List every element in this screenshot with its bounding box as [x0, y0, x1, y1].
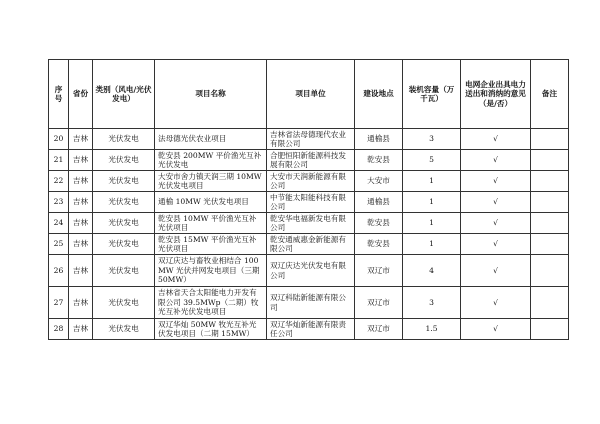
- header-project-name: 项目名称: [155, 60, 267, 129]
- cell-remark: [531, 171, 569, 192]
- cell-project-name: 乾安县 200MW 平价渔光互补光伏发电: [155, 150, 267, 171]
- cell-location: 双辽市: [355, 319, 403, 340]
- cell-remark: [531, 150, 569, 171]
- cell-remark: [531, 234, 569, 255]
- cell-capacity: 1: [403, 171, 461, 192]
- cell-capacity: 1: [403, 192, 461, 213]
- cell-remark: [531, 192, 569, 213]
- cell-province: 吉林: [69, 319, 93, 340]
- cell-province: 吉林: [69, 287, 93, 319]
- header-category: 类别（风电/光伏发电）: [93, 60, 155, 129]
- table-row: [49, 287, 569, 319]
- cell-project-name: 乾安县 15MW 平价渔光互补光伏项目: [155, 234, 267, 255]
- table-header-row: [49, 60, 569, 129]
- cell-location: 通榆县: [355, 129, 403, 150]
- cell-remark: [531, 255, 569, 287]
- cell-category: 光伏发电: [93, 213, 155, 234]
- cell-seq: 24: [49, 213, 69, 234]
- table-row: [49, 319, 569, 340]
- cell-project-name: 通榆 10MW 光伏发电项目: [155, 192, 267, 213]
- cell-project-name: 吉林省天合太阳能电力开发有限公司 39.5MWp（二期）牧光互补光伏发电项目: [155, 287, 267, 319]
- cell-project-name: 双辽庆达与畜牧业相结合 100MW 光伏并网发电项目（三期 50MW）: [155, 255, 267, 287]
- cell-remark: [531, 213, 569, 234]
- cell-opinion: √: [461, 129, 531, 150]
- cell-location: 大安市: [355, 171, 403, 192]
- header-province: 省份: [69, 60, 93, 129]
- cell-province: 吉林: [69, 255, 93, 287]
- cell-capacity: 1: [403, 213, 461, 234]
- cell-province: 吉林: [69, 129, 93, 150]
- cell-opinion: √: [461, 234, 531, 255]
- cell-capacity: 1.5: [403, 319, 461, 340]
- cell-opinion: √: [461, 171, 531, 192]
- cell-opinion: √: [461, 192, 531, 213]
- table-row: [49, 234, 569, 255]
- cell-opinion: √: [461, 150, 531, 171]
- table-row: [49, 255, 569, 287]
- cell-province: 吉林: [69, 171, 93, 192]
- header-project-unit: 项目单位: [267, 60, 355, 129]
- cell-project-unit: 乾安华电福新发电有限公司: [267, 213, 355, 234]
- table-body: [49, 129, 569, 340]
- cell-category: 光伏发电: [93, 255, 155, 287]
- cell-project-unit: 双辽华灿新能源有限责任公司: [267, 319, 355, 340]
- header-opinion: 电网企业出具电力送出和消纳的意见（是/否）: [461, 60, 531, 129]
- cell-seq: 23: [49, 192, 69, 213]
- cell-category: 光伏发电: [93, 319, 155, 340]
- header-seq: 序号: [49, 60, 69, 129]
- cell-seq: 28: [49, 319, 69, 340]
- cell-seq: 22: [49, 171, 69, 192]
- cell-location: 乾安县: [355, 213, 403, 234]
- cell-remark: [531, 129, 569, 150]
- cell-seq: 25: [49, 234, 69, 255]
- cell-capacity: 5: [403, 150, 461, 171]
- cell-seq: 26: [49, 255, 69, 287]
- cell-project-unit: 双辽科陆新能源有限公司: [267, 287, 355, 319]
- cell-location: 通榆县: [355, 192, 403, 213]
- table-row: [49, 213, 569, 234]
- table-row: [49, 192, 569, 213]
- cell-category: 光伏发电: [93, 129, 155, 150]
- cell-project-name: 大安市舍力镇天润三期 10MW 光伏发电项目: [155, 171, 267, 192]
- cell-category: 光伏发电: [93, 150, 155, 171]
- cell-capacity: 3: [403, 287, 461, 319]
- cell-seq: 27: [49, 287, 69, 319]
- cell-opinion: √: [461, 319, 531, 340]
- project-table: [48, 59, 569, 340]
- header-location: 建设地点: [355, 60, 403, 129]
- cell-location: 双辽市: [355, 287, 403, 319]
- cell-province: 吉林: [69, 192, 93, 213]
- cell-location: 乾安县: [355, 150, 403, 171]
- cell-province: 吉林: [69, 234, 93, 255]
- cell-remark: [531, 287, 569, 319]
- cell-capacity: 4: [403, 255, 461, 287]
- table-row: [49, 150, 569, 171]
- cell-category: 光伏发电: [93, 234, 155, 255]
- table-row: [49, 171, 569, 192]
- cell-province: 吉林: [69, 150, 93, 171]
- cell-province: 吉林: [69, 213, 93, 234]
- cell-remark: [531, 319, 569, 340]
- cell-project-name: 双辽华灿 50MW 牧光互补光伏发电项目（二期 15MW）: [155, 319, 267, 340]
- cell-project-unit: 乾安通威惠金新能源有限公司: [267, 234, 355, 255]
- cell-opinion: √: [461, 255, 531, 287]
- cell-opinion: √: [461, 213, 531, 234]
- cell-project-unit: 双辽庆达光伏发电有限公司: [267, 255, 355, 287]
- cell-project-unit: 合肥恒阳新能源科技发展有限公司: [267, 150, 355, 171]
- cell-capacity: 1: [403, 234, 461, 255]
- cell-location: 乾安县: [355, 234, 403, 255]
- cell-location: 双辽市: [355, 255, 403, 287]
- cell-category: 光伏发电: [93, 192, 155, 213]
- cell-project-name: 乾安县 10MW 平价渔光互补光伏项目: [155, 213, 267, 234]
- cell-category: 光伏发电: [93, 287, 155, 319]
- cell-project-unit: 吉林省法母德现代农业有限公司: [267, 129, 355, 150]
- cell-capacity: 3: [403, 129, 461, 150]
- cell-project-unit: 中节能太阳能科技有限公司: [267, 192, 355, 213]
- cell-project-name: 法母德光伏农业项目: [155, 129, 267, 150]
- table-row: [49, 129, 569, 150]
- cell-seq: 20: [49, 129, 69, 150]
- header-capacity: 装机容量（万千瓦）: [403, 60, 461, 129]
- header-remark: 备注: [531, 60, 569, 129]
- cell-project-unit: 大安市天润新能源有限公司: [267, 171, 355, 192]
- cell-opinion: √: [461, 287, 531, 319]
- cell-seq: 21: [49, 150, 69, 171]
- cell-category: 光伏发电: [93, 171, 155, 192]
